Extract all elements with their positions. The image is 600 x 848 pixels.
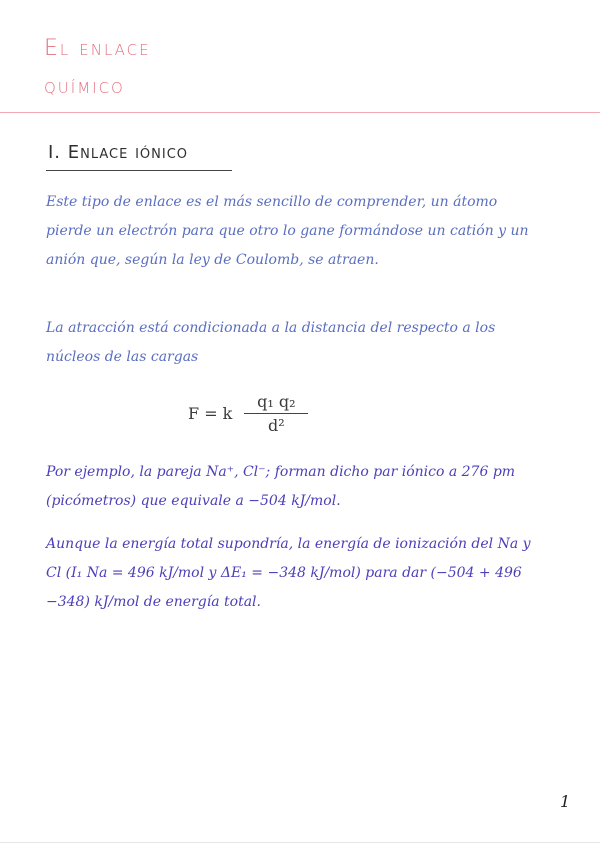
title-line-1: El enlace (44, 36, 151, 61)
formula-fraction (244, 392, 308, 435)
bottom-divider (0, 842, 600, 843)
formula-denominator: d² (268, 416, 285, 435)
paragraph-attraction: La atracción está condicionada a la distancia del respecto a los núcleos de las cargas (46, 320, 496, 365)
paragraph-example: Por ejemplo, la pareja Na⁺, Cl⁻; forman dicho par iónico a 276 pm (picómetros) que equivale a −504 kJ/mol. (46, 464, 516, 509)
formula-numerator: q₁ q₂ (257, 392, 296, 411)
paragraph-energy: Aunque la energía total supondría, la energía de ionización del Na y Cl (I₁ Na = 496 kJ/mol y ΔE₁ = −348 kJ/mol) para dar (−504 + 496 −348) kJ/mol de energía total. (46, 536, 531, 610)
formula-lhs: F = k (188, 404, 233, 423)
paragraph-intro: Este tipo de enlace es el más sencillo de comprender, un átomo pierde un electrón para que otro lo gane formándose un catión y un anión que, según la ley de Coulomb, se atraen. (46, 194, 529, 268)
page-number: 1 (560, 792, 571, 811)
section-underline (46, 170, 232, 171)
page-title (44, 30, 151, 106)
title-divider (0, 112, 600, 113)
title-line-2: químico (44, 74, 125, 99)
coulomb-formula (188, 392, 308, 435)
section-heading: I. Enlace iónico (48, 142, 189, 163)
